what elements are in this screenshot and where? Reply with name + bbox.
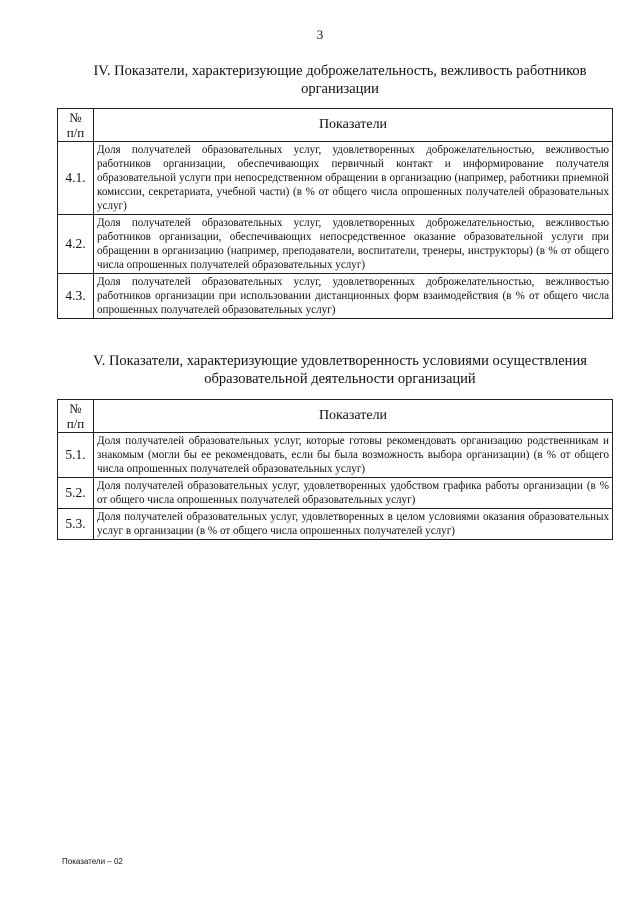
section-v-title-line2: образовательной деятельности организаций — [204, 371, 476, 387]
row-number: 5.3. — [58, 509, 94, 540]
indicators-table-v — [57, 399, 613, 540]
number-abbrev: п/п — [66, 416, 85, 431]
table-row — [58, 433, 613, 478]
table-row — [58, 215, 613, 274]
table-header-row — [58, 109, 613, 142]
row-text: Доля получателей образовательных услуг, удовлетворенных в целом условиями оказания образовательных услуг в организации (в % от общего числа опрошенных получателей услуг) — [94, 509, 613, 540]
row-text: Доля получателей образовательных услуг, удовлетворенных удобством графика работы организации (в % от общего числа опрошенных получателей образовательных услуг) — [94, 478, 613, 509]
table-row — [58, 509, 613, 540]
row-number: 5.1. — [58, 433, 94, 478]
number-abbrev: п/п — [66, 125, 85, 140]
table-row — [58, 478, 613, 509]
table-row — [58, 142, 613, 215]
section-v-title-line1: V. Показатели, характеризующие удовлетворенность условиями осуществления — [93, 353, 587, 369]
row-number: 4.2. — [58, 215, 94, 274]
row-number: 4.3. — [58, 274, 94, 319]
table-row — [58, 274, 613, 319]
row-text: Доля получателей образовательных услуг, удовлетворенных доброжелательностью, вежливостью работников организации при использовании дистанционных форм взаимодействия (в % от общего числа опрошенных получателей образовательных услуг) — [94, 274, 613, 319]
number-column-header — [58, 109, 94, 142]
number-column-header — [58, 400, 94, 433]
section-iv-title-line2: организации — [301, 81, 379, 97]
row-text: Доля получателей образовательных услуг, удовлетворенных доброжелательностью, вежливостью работников организации, обеспечивающих непосредственное оказание образовательной услуги при обращении в организацию (например, преподаватели, воспитатели, тренеры, инструкторы) (в % от общего числа опрошенных получателей образовательных услуг) — [94, 215, 613, 274]
indicators-column-header: Показатели — [94, 400, 613, 433]
section-iv-title-line1: IV. Показатели, характеризующие доброжелательность, вежливость работников — [93, 63, 587, 79]
table-header-row — [58, 400, 613, 433]
page-number: 3 — [316, 27, 324, 42]
number-sign: № — [69, 110, 82, 125]
indicators-table-iv — [57, 108, 613, 319]
section-iv-title — [60, 62, 620, 98]
section-v-title — [60, 352, 620, 388]
row-text: Доля получателей образовательных услуг, которые готовы рекомендовать организацию родственникам и знакомым (могли бы ее рекомендовать, если бы была возможность выбора организации) (в % от общего числа опрошенных получателей образовательных услуг) — [94, 433, 613, 478]
row-number: 5.2. — [58, 478, 94, 509]
indicators-column-header: Показатели — [94, 109, 613, 142]
row-text: Доля получателей образовательных услуг, удовлетворенных доброжелательностью, вежливостью работников организации, обеспечивающих первичный контакт и информирование получателя образовательной услуги при непосредственном обращении в организацию (например, работники приемной комиссии, секретариата, учебной части) (в % от общего числа опрошенных получателей образовательных услуг) — [94, 142, 613, 215]
row-number: 4.1. — [58, 142, 94, 215]
document-footer: Показатели – 02 — [62, 857, 123, 866]
number-sign: № — [69, 401, 82, 416]
